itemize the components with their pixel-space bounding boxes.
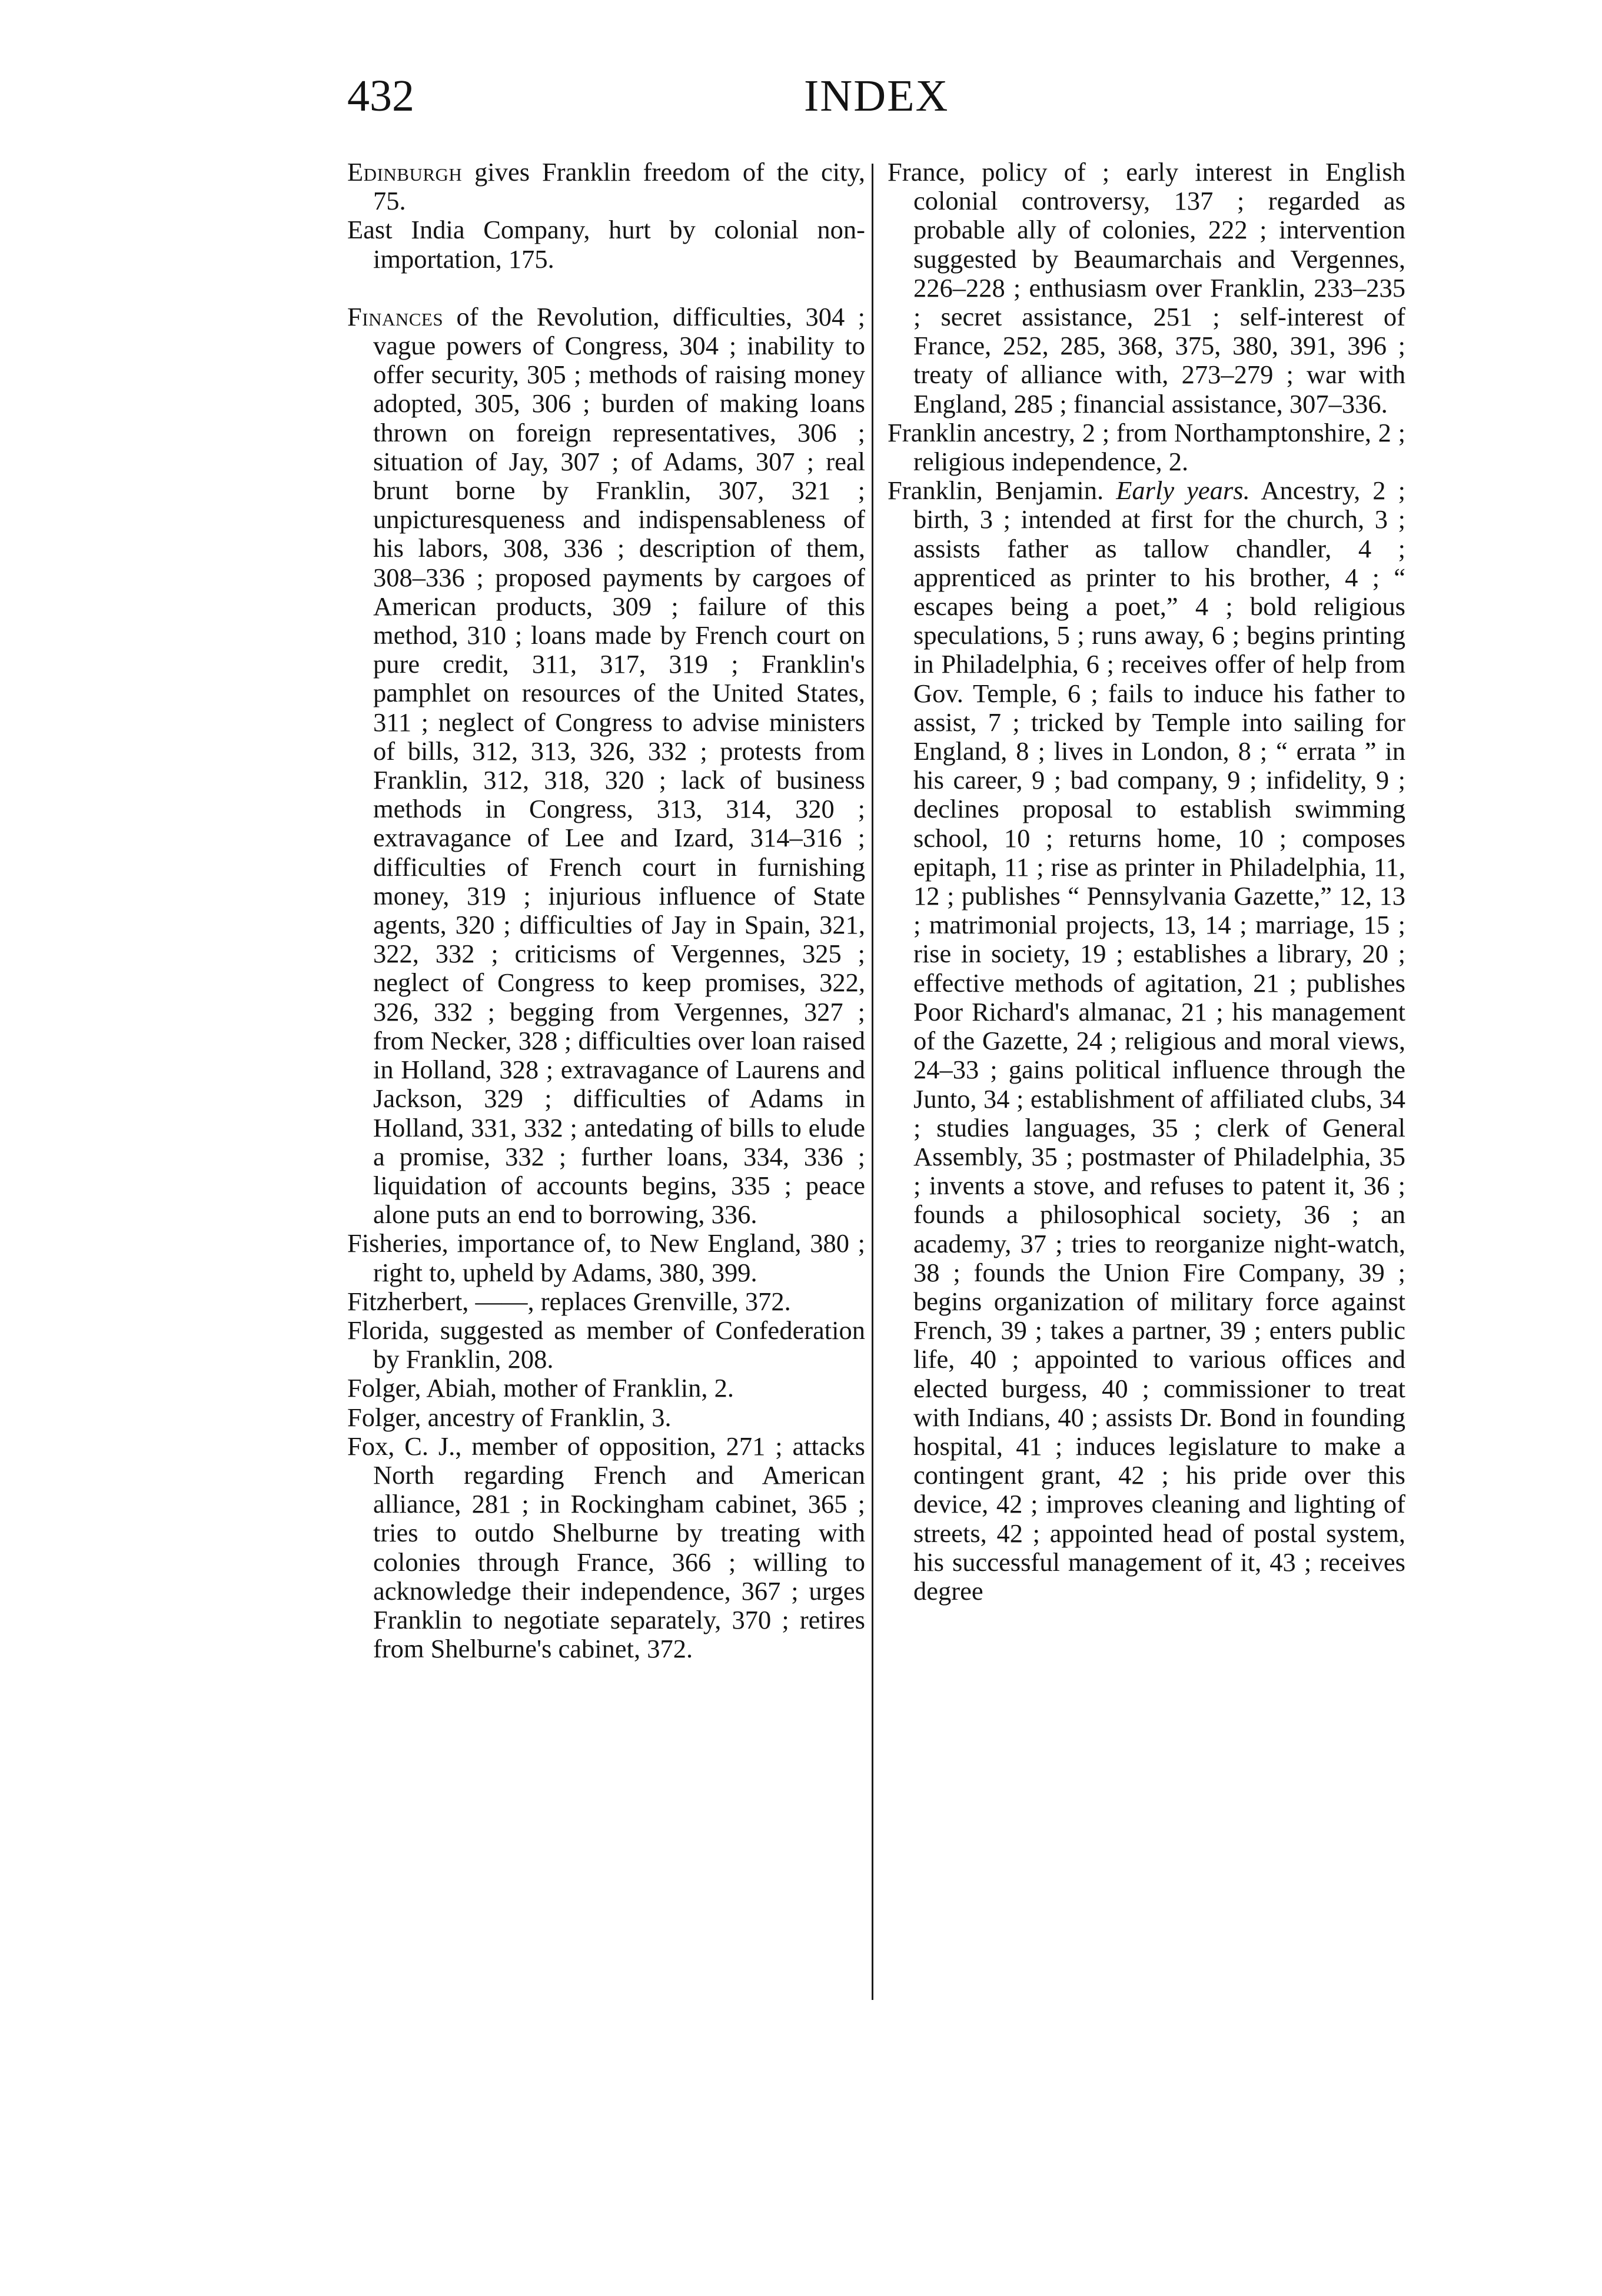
index-entry-fisheries: Fisheries, importance of, to New England, 380 ; right to, upheld by Adams, 380, 399. — [347, 1228, 865, 1287]
index-entry-france: France, policy of ; early interest in English colonial controversy, 137 ; regarded as probable ally of colonies, 222 ; intervention suggested by Beaumarchais and Vergennes, 226–228 ; enthusiasm over Franklin, 233–235 ; secret assistance, 251 ; self-interest of France, 252, 285, 368, 375, 380, 391, 396 ; treaty of alliance with, 273–279 ; war with England, 285 ; financial assistance, 307–336. — [888, 157, 1405, 418]
page-number: 432 — [347, 71, 414, 121]
index-entry-franklin-benjamin — [888, 476, 1405, 1606]
left-column — [347, 158, 865, 1663]
index-entry-fitzherbert: Fitzherbert, ——, replaces Grenville, 372. — [347, 1286, 791, 1316]
index-entry-east-india-company: East India Company, hurt by colonial non-importation, 175. — [347, 215, 865, 274]
index-entry-folger-abiah: Folger, Abiah, mother of Franklin, 2. — [347, 1373, 734, 1403]
index-entry-edinburgh — [347, 158, 865, 215]
entry-text: Ancestry, 2 ; birth, 3 ; intended at first for the church, 3 ; assists father as tallow chandler, 4 ; apprenticed as printer to his brother, 4 ; “ escapes being a poet,” 4 ; bold religious speculations, 5 ; runs away, 6 ; begins printing in Philadelphia, 6 ; receives offer of help from Gov. Temple, 6 ; fails to induce his father to assist, 7 ; tricked by Temple into sailing for England, 8 ; lives in London, 8 ; “ errata ” in his career, 9 ; bad company, 9 ; infidelity, 9 ; declines proposal to establish swimming school, 10 ; returns home, 10 ; composes epitaph, 11 ; rise as printer in Philadelphia, 11, 12 ; publishes “ Pennsylvania Gazette,” 12, 13 ; matrimonial projects, 13, 14 ; marriage, 15 ; rise in society, 19 ; establishes a library, 20 ; effective methods of agitation, 21 ; publishes Poor Richard's almanac, 21 ; his management of the Gazette, 24 ; religious and moral views, 24–33 ; gains political influence through the Junto, 34 ; establishment of affiliated clubs, 34 ; studies languages, 35 ; clerk of General Assembly, 35 ; postmaster of Philadelphia, 35 ; invents a stove, and refuses to patent it, 36 ; founds a philosophical society, 36 ; an academy, 37 ; tries to reorganize night-watch, 38 ; founds the Union Fire Company, 39 ; begins organization of military force against French, 39 ; takes a partner, 39 ; enters public life, 40 ; appointed to various offices and elected burgess, 40 ; commissioner to treat with Indians, 40 ; assists Dr. Bond in founding hospital, 41 ; induces legislature to make a contingent grant, 42 ; his pride over this device, 42 ; improves cleaning and lighting of streets, 42 ; appointed head of postal system, his successful management of it, 43 ; receives degree — [913, 476, 1405, 1606]
index-entry-franklin-ancestry: Franklin ancestry, 2 ; from Northamptonshire, 2 ; religious independence, 2. — [888, 417, 1405, 477]
entry-heading: Finances — [347, 301, 444, 331]
column-divider — [872, 164, 873, 2000]
running-head: INDEX — [804, 71, 949, 121]
right-column — [888, 158, 1405, 1606]
entry-heading: Edinburgh — [347, 157, 463, 187]
entry-text: gives Franklin freedom of the city, 75. — [373, 157, 865, 216]
entry-subheading: Early years. — [1116, 476, 1250, 506]
index-entry-finances — [347, 303, 865, 1230]
index-entry-fox: Fox, C. J., member of opposition, 271 ; attacks North regarding French and American alliance, 281 ; in Rockingham cabinet, 365 ; tries to outdo Shelburne by treating with colonies through France, 366 ; willing to acknowledge their independence, 367 ; urges Franklin to negotiate separately, 370 ; retires from Shelburne's cabinet, 372. — [347, 1431, 865, 1664]
entry-text: of the Revolution, difficulties, 304 ; vague powers of Congress, 304 ; inability to offer security, 305 ; methods of raising money adopted, 305, 306 ; burden of making loans thrown on foreign representatives, 306 ; situation of Jay, 307 ; of Adams, 307 ; real brunt borne by Franklin, 307, 321 ; unpicturesqueness and indispensableness of his labors, 308, 336 ; description of them, 308–336 ; proposed payments by cargoes of American products, 309 ; failure of this method, 310 ; loans made by French court on pure credit, 311, 317, 319 ; Franklin's pamphlet on resources of the United States, 311 ; neglect of Congress to advise ministers of bills, 312, 313, 326, 332 ; protests from Franklin, 312, 318, 320 ; lack of business methods in Congress, 313, 314, 320 ; extravagance of Lee and Izard, 314–316 ; difficulties of French court in furnishing money, 319 ; injurious influence of State agents, 320 ; difficulties of Jay in Spain, 321, 322, 332 ; criticisms of Vergennes, 325 ; neglect of Congress to keep promises, 322, 326, 332 ; begging from Vergennes, 327 ; from Necker, 328 ; difficulties over loan raised in Holland, 328 ; extravagance of Laurens and Jackson, 329 ; difficulties of Adams in Holland, 331, 332 ; antedating of bills to elude a promise, 332 ; further loans, 334, 336 ; liquidation of accounts begins, 335 ; peace alone puts an end to borrowing, 336. — [373, 301, 865, 1230]
index-entry-folger-ancestry: Folger, ancestry of Franklin, 3. — [347, 1402, 672, 1432]
entry-heading: Franklin, Benjamin. — [888, 476, 1116, 506]
index-entry-florida: Florida, suggested as member of Confederation by Franklin, 208. — [347, 1315, 865, 1374]
